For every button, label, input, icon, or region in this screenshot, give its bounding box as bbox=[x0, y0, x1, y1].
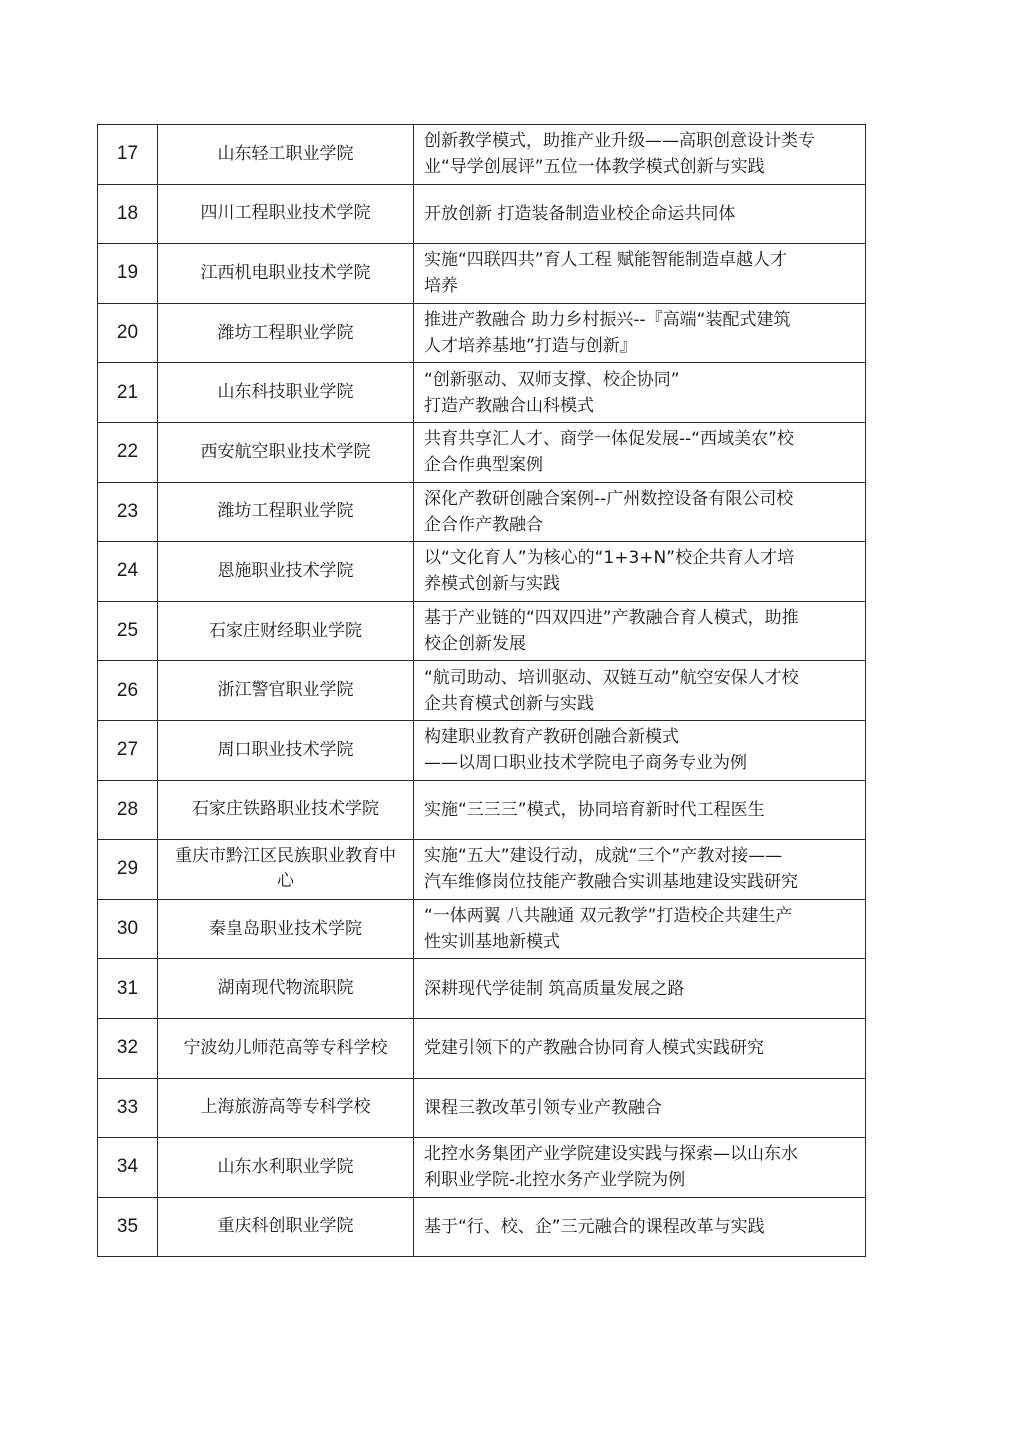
school-name: 湖南现代物流职院 bbox=[158, 959, 414, 1019]
row-number: 24 bbox=[98, 542, 158, 602]
case-title: 实施“五大”建设行动，成就“三个”产教对接—— 汽车维修岗位技能产教融合实训基地建设实践研究 bbox=[414, 840, 866, 900]
school-name: 西安航空职业技术学院 bbox=[158, 422, 414, 482]
school-name: 浙江警官职业学院 bbox=[158, 661, 414, 721]
case-title: 构建职业教育产教研创融合新模式 ——以周口职业技术学院电子商务专业为例 bbox=[414, 720, 866, 780]
row-number: 31 bbox=[98, 959, 158, 1019]
table-row bbox=[98, 840, 866, 900]
cases-table bbox=[97, 124, 866, 1257]
row-number: 27 bbox=[98, 720, 158, 780]
school-name: 恩施职业技术学院 bbox=[158, 542, 414, 602]
table-row bbox=[98, 184, 866, 244]
case-title: 以“文化育人”为核心的“1+3+N”校企共育人才培 养模式创新与实践 bbox=[414, 542, 866, 602]
row-number: 17 bbox=[98, 125, 158, 185]
table-row bbox=[98, 363, 866, 423]
table-row bbox=[98, 661, 866, 721]
row-number: 28 bbox=[98, 780, 158, 840]
table-row bbox=[98, 303, 866, 363]
school-name: 石家庄铁路职业技术学院 bbox=[158, 780, 414, 840]
school-name: 山东轻工职业学院 bbox=[158, 125, 414, 185]
row-number: 29 bbox=[98, 840, 158, 900]
case-title: 创新教学模式，助推产业升级——高职创意设计类专 业“导学创展评”五位一体教学模式创新与实践 bbox=[414, 125, 866, 185]
table-row bbox=[98, 1197, 866, 1257]
school-name: 秦皇岛职业技术学院 bbox=[158, 899, 414, 959]
row-number: 20 bbox=[98, 303, 158, 363]
case-title: 开放创新 打造装备制造业校企命运共同体 bbox=[414, 184, 866, 244]
case-title: 基于产业链的“四双四进”产教融合育人模式，助推 校企创新发展 bbox=[414, 601, 866, 661]
row-number: 30 bbox=[98, 899, 158, 959]
row-number: 18 bbox=[98, 184, 158, 244]
row-number: 23 bbox=[98, 482, 158, 542]
row-number: 19 bbox=[98, 244, 158, 304]
table-row bbox=[98, 1018, 866, 1078]
case-title: “航司助动、培训驱动、双链互动”航空安保人才校 企共育模式创新与实践 bbox=[414, 661, 866, 721]
table-row bbox=[98, 482, 866, 542]
school-name: 潍坊工程职业学院 bbox=[158, 303, 414, 363]
school-name: 重庆科创职业学院 bbox=[158, 1197, 414, 1257]
case-title: 推进产教融合 助力乡村振兴--『高端“装配式建筑 人才培养基地”打造与创新』 bbox=[414, 303, 866, 363]
table-row bbox=[98, 959, 866, 1019]
table-row bbox=[98, 720, 866, 780]
table-row bbox=[98, 542, 866, 602]
row-number: 35 bbox=[98, 1197, 158, 1257]
case-title: 深耕现代学徒制 筑高质量发展之路 bbox=[414, 959, 866, 1019]
case-title: 党建引领下的产教融合协同育人模式实践研究 bbox=[414, 1018, 866, 1078]
case-title: 实施“三三三”模式，协同培育新时代工程医生 bbox=[414, 780, 866, 840]
table-row bbox=[98, 601, 866, 661]
case-title: 深化产教研创融合案例--广州数控设备有限公司校 企合作产教融合 bbox=[414, 482, 866, 542]
school-name: 重庆市黔江区民族职业教育中心 bbox=[158, 840, 414, 900]
row-number: 22 bbox=[98, 422, 158, 482]
case-title: 基于“行、校、企”三元融合的课程改革与实践 bbox=[414, 1197, 866, 1257]
school-name: 四川工程职业技术学院 bbox=[158, 184, 414, 244]
row-number: 26 bbox=[98, 661, 158, 721]
row-number: 33 bbox=[98, 1078, 158, 1138]
case-title: 共育共享汇人才、商学一体促发展--“西域美农”校 企合作典型案例 bbox=[414, 422, 866, 482]
table-row bbox=[98, 899, 866, 959]
row-number: 21 bbox=[98, 363, 158, 423]
school-name: 石家庄财经职业学院 bbox=[158, 601, 414, 661]
table-row bbox=[98, 125, 866, 185]
school-name: 山东水利职业学院 bbox=[158, 1138, 414, 1198]
row-number: 34 bbox=[98, 1138, 158, 1198]
table-row bbox=[98, 1138, 866, 1198]
case-title: 北控水务集团产业学院建设实践与探索—以山东水 利职业学院-北控水务产业学院为例 bbox=[414, 1138, 866, 1198]
school-name: 潍坊工程职业学院 bbox=[158, 482, 414, 542]
case-title: “一体两翼 八共融通 双元教学”打造校企共建生产 性实训基地新模式 bbox=[414, 899, 866, 959]
table-row bbox=[98, 780, 866, 840]
case-title: 实施“四联四共”育人工程 赋能智能制造卓越人才 培养 bbox=[414, 244, 866, 304]
table-row bbox=[98, 1078, 866, 1138]
table-body bbox=[98, 125, 866, 1257]
school-name: 上海旅游高等专科学校 bbox=[158, 1078, 414, 1138]
table-row bbox=[98, 244, 866, 304]
school-name: 周口职业技术学院 bbox=[158, 720, 414, 780]
school-name: 山东科技职业学院 bbox=[158, 363, 414, 423]
case-title: 课程三教改革引领专业产教融合 bbox=[414, 1078, 866, 1138]
table-row bbox=[98, 422, 866, 482]
row-number: 25 bbox=[98, 601, 158, 661]
school-name: 江西机电职业技术学院 bbox=[158, 244, 414, 304]
case-title: “创新驱动、双师支撑、校企协同” 打造产教融合山科模式 bbox=[414, 363, 866, 423]
row-number: 32 bbox=[98, 1018, 158, 1078]
school-name: 宁波幼儿师范高等专科学校 bbox=[158, 1018, 414, 1078]
